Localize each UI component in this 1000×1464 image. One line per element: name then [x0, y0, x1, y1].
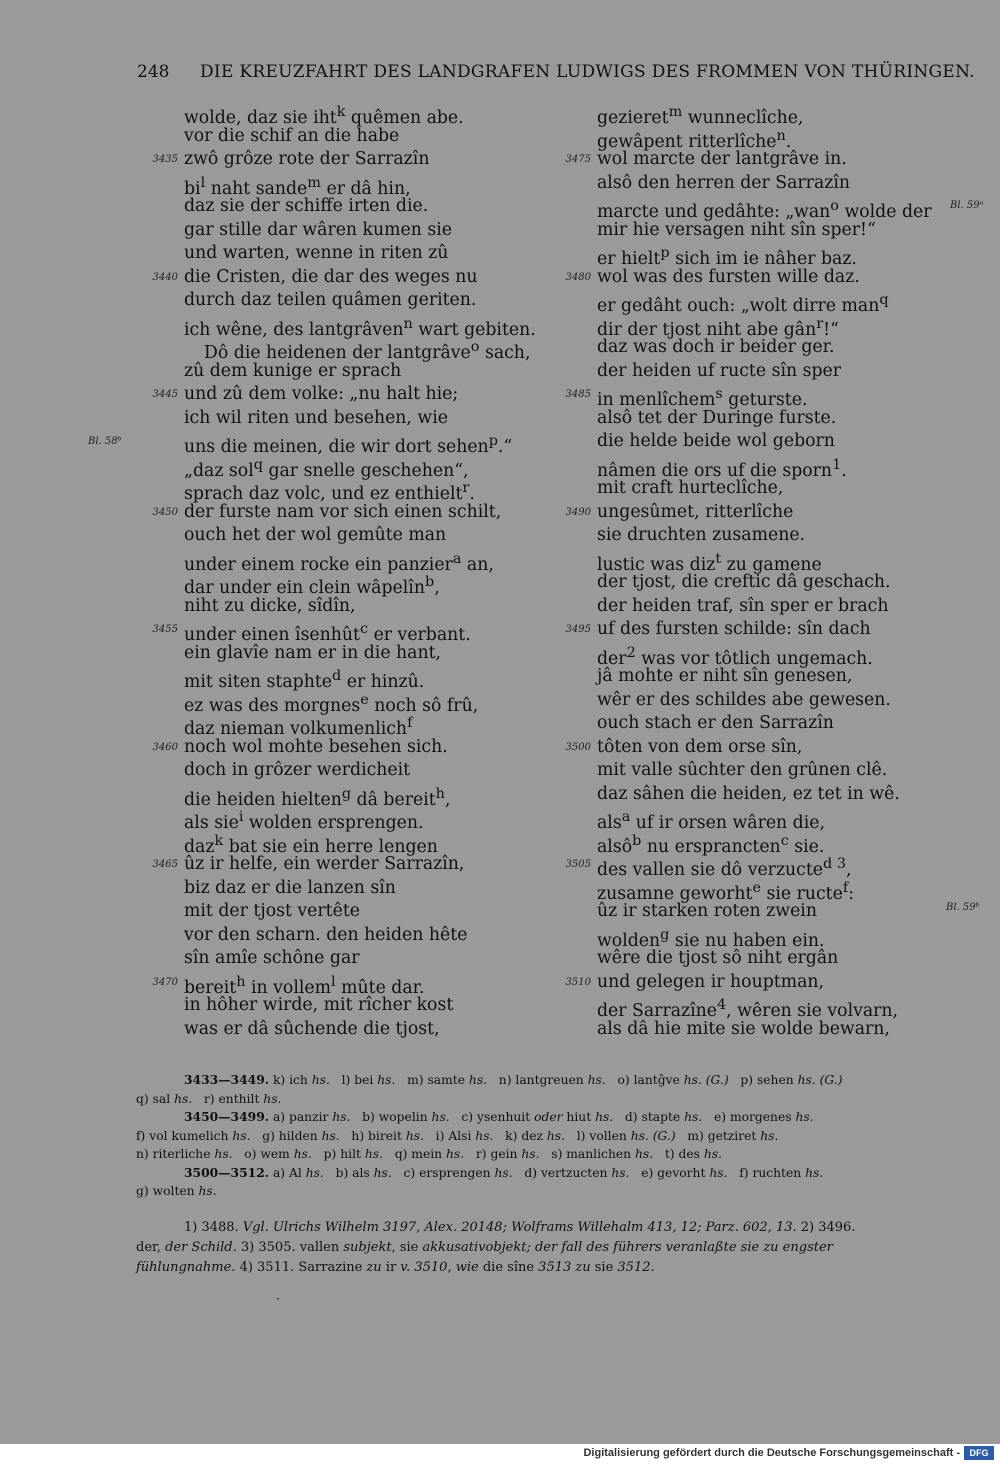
verse-text: gar stille dar wâren kumen sie [184, 219, 453, 240]
left-verse-column [152, 101, 536, 1041]
verse-line [597, 712, 932, 736]
line-number: 3500 [565, 741, 591, 753]
verse-text: bereit$^h$ in vollem$^l$ mûte dar. [184, 973, 425, 998]
verse-text: ouch het der wol gemûte man [184, 525, 447, 545]
verse-line [184, 195, 536, 219]
line-number: 3445 [152, 389, 178, 400]
verse-line [597, 289, 932, 316]
verse-text: $bi^l$ naht sande$^m$ er dâ hin, [184, 174, 411, 199]
verse-text: ungesûmet, ritterlîche [597, 501, 794, 522]
verse-line [152, 148, 536, 172]
verse-text: under einem rocke ein panzier$^a$ an, [184, 550, 494, 575]
verse-line [184, 336, 536, 363]
verse-text: der heiden uf ructe sîn sper [597, 360, 842, 381]
verse-line [597, 548, 932, 575]
verse-text: wol marcte der lantgrâve in. [597, 149, 847, 169]
verse-text: und gelegen ir houptman, [597, 971, 825, 992]
verse-line [184, 289, 536, 313]
verse-text: der tjost, die creftic dâ geschach. [597, 572, 891, 592]
verse-text: uf des fursten schilde: sîn dach [597, 619, 871, 639]
verse-text: mit valle sûchter den grûnen clê. [597, 760, 888, 780]
line-number: 3505 [565, 859, 591, 870]
verse-text: zusamne geworht$^e$ sie ructe$^f$: [597, 879, 855, 904]
verse-text: in menlîchem$^s$ geturste. [597, 386, 808, 410]
verse-line [565, 618, 932, 642]
line-number: 3465 [152, 859, 178, 870]
verse-line [565, 853, 932, 880]
line-number: 3440 [152, 271, 178, 283]
line-number: 3435 [152, 154, 178, 165]
verse-text: daz$^k$ bat sie ein herre lengen [184, 832, 438, 857]
verse-text: in hôher wirde, mit rîcher kost [184, 995, 454, 1015]
verse-line [597, 336, 932, 360]
running-title: DIE KREUZFAHRT DES LANDGRAFEN LUDWIGS DES FROMMEN VON THÜRINGEN. [200, 62, 975, 82]
verse-line [597, 759, 932, 783]
verse-line [597, 877, 932, 904]
verse-text: der$^2$ was vor tôtlich ungemach. [597, 644, 873, 669]
right-verse-column [565, 101, 932, 1041]
verse-text: die helde beide wol geborn [597, 431, 835, 451]
line-number: 3455 [152, 624, 178, 635]
verse-text: ûz ir starken roten zwein [597, 901, 817, 921]
verse-line [184, 947, 536, 971]
verse-text: der Sarrazîne$^4$, wêren sie volvarn, [597, 997, 899, 1021]
verse-line [184, 830, 536, 857]
apparatus-line: g) wolten hs. [136, 1184, 217, 1198]
verse-line [184, 477, 536, 504]
line-number: 3460 [152, 741, 178, 753]
verse-text: tôten von dem orse sîn, [597, 736, 803, 757]
verse-text: ez was des morgnes$^e$ noch sô frû, [184, 691, 479, 716]
verse-text: sie druchten zusamene. [597, 525, 806, 545]
verse-text: ouch stach er den Sarrazîn [597, 713, 834, 733]
verse-line [184, 783, 536, 810]
verse-line [184, 548, 536, 575]
apparatus-line: q) sal hs. r) enthilt hs. [136, 1091, 282, 1106]
verse-text: und warten, wenne in riten zû [184, 243, 449, 263]
footnote-line: der, der Schild. 3) 3505. vallen subjekt, sie akkusativobjekt; der fall des führers veranlaßte sie zu engster [136, 1240, 833, 1255]
margin-note-bl59a: Bl. 59ᵃ [950, 200, 984, 211]
verse-line [597, 924, 932, 951]
verse-text: der heiden traf, sîn sper er brach [597, 595, 889, 616]
verse-line [597, 477, 932, 501]
verse-text: wolden$^g$ sie nu haben ein. [597, 926, 825, 951]
verse-line [597, 947, 932, 971]
verse-text: gezieret$^m$ wunneclîche, [597, 104, 804, 128]
verse-line [184, 806, 536, 833]
footer-bar [0, 1444, 1000, 1464]
line-number: 3490 [565, 506, 591, 518]
verse-text: nâmen die ors uf die sporn$^1$. [597, 456, 847, 481]
verse-line [184, 689, 536, 716]
apparatus-line: 3500—3512. a) Al hs. b) als hs. c) ersprengen hs. d) vertzucten hs. e) gevorht hs. f) ruchten hs. [184, 1164, 824, 1180]
verse-line [597, 900, 932, 924]
verse-text: daz sie der schiffe irten die. [184, 196, 429, 216]
verse-line [565, 971, 932, 995]
verse-line [184, 665, 536, 692]
verse-text: uns die meinen, die wir dort sehen$^p$.“ [184, 433, 513, 457]
line-number: 3495 [565, 624, 591, 635]
verse-text: die heiden hielten$^g$ dâ bereit$^h$, [184, 785, 451, 810]
footnotes [136, 1218, 950, 1278]
apparatus-line: n) riterliche hs. o) wem hs. p) hilt hs. q) mein hs. r) gein hs. s) manlichen hs. t) des hs. [136, 1147, 722, 1161]
line-number: 3510 [565, 976, 591, 988]
verse-text: jâ mohte er niht sîn genesen, [597, 666, 853, 686]
verse-line [184, 571, 536, 598]
margin-note-bl58b: Bl. 58ᵇ [88, 436, 122, 447]
verse-line [565, 148, 932, 172]
verse-text: ein glavîe nam er in die hant, [184, 642, 442, 663]
verse-text: alsô tet der Duringe furste. [597, 407, 837, 428]
verse-text: wolde, daz sie iht$^k$ quêmen abe. [184, 104, 464, 128]
verse-text: ich wêne, des lantgrâven$^n$ wart gebiten. [184, 315, 536, 340]
verse-line [597, 830, 932, 857]
verse-text: vor die schif an die habe [184, 125, 400, 146]
verse-line [565, 383, 932, 410]
funding-credit: Digitalisierung gefördert durch die Deutsche Forschungsgemeinschaft - [583, 1447, 960, 1459]
dfg-logo: DFG [964, 1446, 994, 1460]
margin-note-bl59b: Bl. 59ᵇ [946, 902, 980, 913]
verse-line [184, 172, 536, 199]
verse-line [184, 313, 536, 340]
verse-line [597, 101, 932, 128]
verse-text: sîn amîe schône gar [184, 948, 360, 968]
apparatus-line: f) vol kumelich hs. g) hilden hs. h) bireit hs. i) Alsi hs. k) dez hs. l) vollen hs. (G.) m) getziret hs. [136, 1128, 779, 1143]
verse-line [597, 806, 932, 833]
verse-text: alsô$^b$ nu ersprancten$^c$ sie. [597, 832, 825, 857]
verse-line [597, 689, 932, 713]
verse-line [597, 571, 932, 595]
verse-text: lustic was diz$^t$ zu gamene [597, 550, 822, 575]
verse-line [597, 642, 932, 669]
verse-text: was er dâ sûchende die tjost, [184, 1018, 440, 1039]
apparatus-line: 3450—3499. a) panzir hs. b) wopelin hs. c) ysenhuit oder hiut hs. d) stapte hs. e) morgenes hs. [184, 1109, 814, 1124]
verse-line [184, 877, 536, 901]
verse-line [152, 853, 536, 877]
verse-text: „daz sol$^q$ gar snelle geschehen“, [184, 456, 469, 481]
verse-text: er hielt$^p$ sich im ie nâher baz. [597, 245, 857, 269]
verse-text: und zû dem volke: „nu halt hie; [184, 384, 459, 404]
verse-line [152, 266, 536, 290]
verse-text: ich wil riten und besehen, wie [184, 407, 448, 428]
verse-text: er gedâht ouch: „wolt dirre man$^q$ [597, 292, 889, 316]
verse-line [184, 430, 536, 457]
verse-text: dir der tjost niht abe gân$^r$!“ [597, 315, 839, 340]
verse-line [152, 383, 536, 407]
verse-line [597, 430, 932, 454]
critical-apparatus [136, 1071, 950, 1201]
verse-text: wêr er des schildes abe gewesen. [597, 689, 891, 710]
verse-line [184, 407, 536, 431]
verse-line [184, 994, 536, 1018]
verse-line [597, 242, 932, 269]
verse-text: mit der tjost vertête [184, 901, 361, 921]
verse-line [565, 736, 932, 760]
verse-text: daz sâhen die heiden, ez tet in wê. [597, 783, 900, 804]
verse-line [597, 1018, 932, 1042]
verse-text: alsô den herren der Sarrazîn [597, 172, 851, 193]
verse-line [184, 595, 536, 619]
verse-text: als sie$^i$ wolden ersprengen. [184, 809, 424, 833]
verse-line [184, 642, 536, 666]
verse-line [597, 595, 932, 619]
verse-text: des vallen sie dô verzucte$^{d 3}$, [597, 856, 852, 880]
verse-line [184, 712, 536, 739]
footnote-line: 1) 3488. Vgl. Ulrichs Wilhelm 3197, Alex. 20148; Wolframs Willehalm 413, 12; Parz. 602, 13. 2) 3496. [184, 1220, 856, 1235]
verse-line [565, 501, 932, 525]
verse-line [184, 900, 536, 924]
verse-text: mir hie versagen niht sîn sper!“ [597, 219, 876, 240]
verse-line [597, 172, 932, 196]
verse-text: die Cristen, die dar des weges nu [184, 266, 478, 287]
verse-line [597, 783, 932, 807]
verse-text: der furste nam vor sich einen schilt, [184, 501, 502, 522]
verse-text: zû dem kunige er sprach [184, 360, 402, 381]
verse-line [597, 665, 932, 689]
verse-text: Dô die heidenen der lantgrâve$^o$ sach, [204, 339, 531, 363]
verse-line [184, 101, 536, 128]
verse-text: wol was des fursten wille daz. [597, 266, 860, 287]
verse-text: biz daz er die lanzen sîn [184, 877, 396, 898]
verse-line [597, 219, 932, 243]
verse-line [597, 407, 932, 431]
verse-line [597, 524, 932, 548]
verse-text: daz was doch ir beider ger. [597, 337, 835, 357]
verse-text: durch daz teilen quâmen geriten. [184, 290, 477, 310]
footnote-line: fühlungnahme. 4) 3511. Sarrazine zu ir v. 3510, wie die sîne 3513 zu sie 3512. [136, 1260, 655, 1275]
verse-text: gewâpent ritterlîche$^n$. [597, 127, 792, 152]
verse-line [152, 971, 536, 998]
verse-text: marcte und gedâhte: „wan$^o$ wolde der [597, 198, 932, 222]
verse-line [184, 454, 536, 481]
line-number: 3485 [565, 389, 591, 400]
verse-text: als$^a$ uf ir orsen wâren die, [597, 809, 825, 833]
verse-line [152, 736, 536, 760]
verse-text: sprach daz volc, und ez enthielt$^r$. [184, 480, 475, 504]
verse-text: zwô grôze rote der Sarrazîn [184, 149, 430, 169]
verse-text: wêre die tjost sô niht ergân [597, 948, 839, 968]
line-number: 3480 [565, 271, 591, 283]
verse-line [184, 219, 536, 243]
line-number: 3450 [152, 506, 178, 518]
verse-line [597, 125, 932, 152]
verse-text: dar under ein clein wâpelîn$^b$, [184, 574, 440, 598]
verse-text: ûz ir helfe, ein werder Sarrazîn, [184, 854, 465, 874]
verse-text: als dâ hie mite sie wolde bewarn, [597, 1018, 890, 1039]
verse-line [184, 242, 536, 266]
verse-line [597, 313, 932, 340]
verse-text: mit siten staphte$^d$ er hinzû. [184, 668, 425, 692]
verse-line [184, 924, 536, 948]
verse-line [597, 360, 932, 384]
verse-line [565, 266, 932, 290]
verse-line [184, 125, 536, 149]
line-number: 3475 [565, 154, 591, 165]
verse-line [597, 195, 932, 222]
verse-line [184, 1018, 536, 1042]
verse-text: vor den scharn. den heiden hête [184, 924, 468, 945]
verse-text: doch in grôzer werdicheit [184, 760, 411, 780]
verse-text: niht zu dicke, sîdîn, [184, 595, 356, 616]
verse-text: mit craft hurteclîche, [597, 478, 784, 498]
stray-mark: · [276, 1292, 280, 1306]
apparatus-line: 3433—3449. k) ich hs. l) bei hs. m) samte hs. n) lantgreuen hs. o) lantĝve hs. (G.) p) sehen hs. (G.) [184, 1072, 843, 1087]
line-number: 3470 [152, 976, 178, 988]
verse-text: noch wol mohte besehen sich. [184, 736, 448, 757]
verse-line [597, 454, 932, 481]
verse-text: daz nieman volkumenlich$^f$ [184, 715, 413, 739]
verse-text: under einen îsenhût$^c$ er verbant. [184, 621, 471, 645]
verse-line [597, 994, 932, 1021]
verse-line [152, 618, 536, 645]
page-number: 248 [137, 62, 170, 82]
verse-line [184, 360, 536, 384]
verse-line [184, 524, 536, 548]
verse-line [152, 501, 536, 525]
verse-line [184, 759, 536, 783]
